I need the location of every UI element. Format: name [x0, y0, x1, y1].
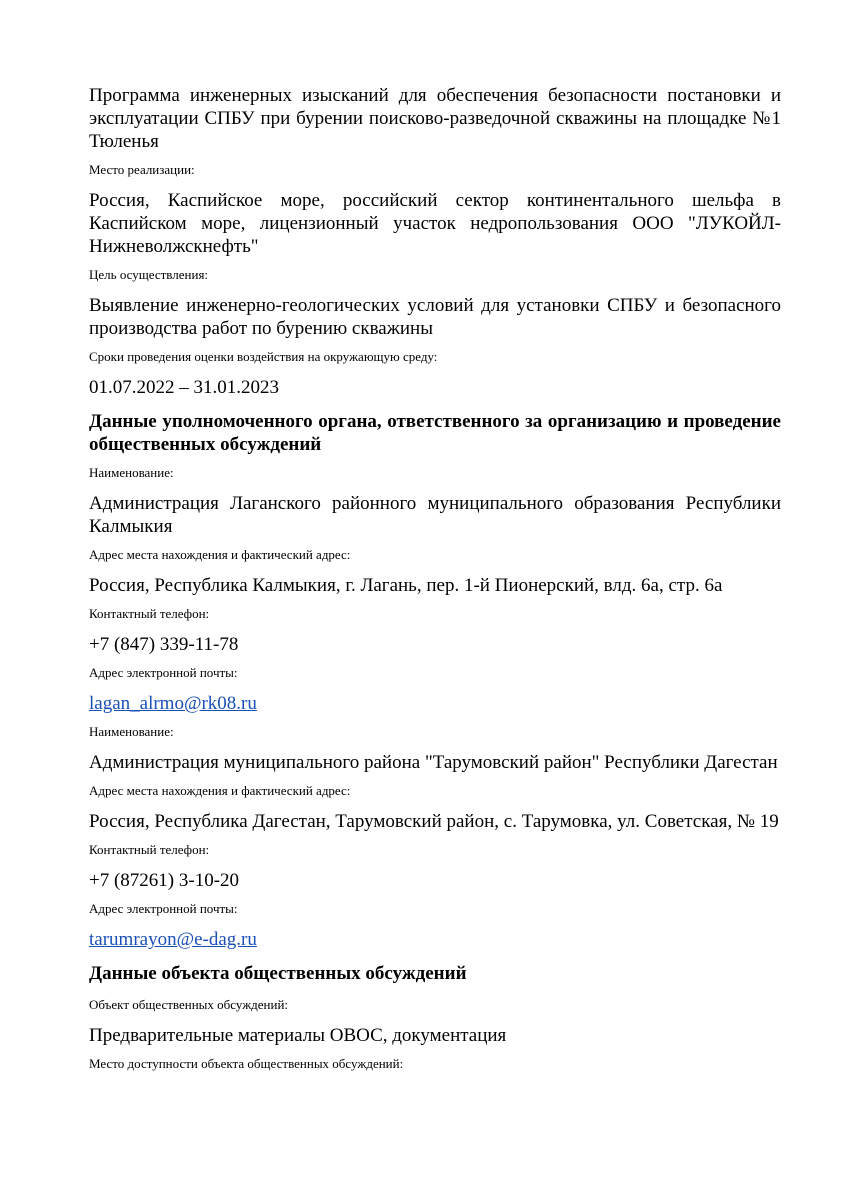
org1-name-label: Наименование:	[89, 465, 174, 480]
goal-label: Цель осуществления:	[89, 267, 209, 282]
discussion-availability-label: Место доступности объекта общественных обсуждений:	[89, 1056, 404, 1071]
org2-phone-value: +7 (87261) 3-10-20	[89, 870, 240, 891]
org1-phone-value: +7 (847) 339-11-78	[89, 634, 239, 655]
org1-address-value: Россия, Республика Калмыкия, г. Лагань, пер. 1-й Пионерский, влд. 6а, стр. 6а	[89, 575, 723, 596]
org2-email-link[interactable]: tarumrayon@e-dag.ru	[89, 929, 257, 950]
org1-name-value: Администрация Лаганского районного муниципального образования Республики Калмыкия	[89, 493, 781, 537]
org2-address-value: Россия, Республика Дагестан, Тарумовский район, с. Тарумовка, ул. Советская, № 19	[89, 811, 779, 832]
org1-email-link[interactable]: lagan_alrmo@rk08.ru	[89, 693, 257, 714]
period-value: 01.07.2022 – 31.01.2023	[89, 377, 279, 398]
discussion-heading: Данные объекта общественных обсуждений	[89, 963, 467, 984]
org2-phone-label: Контактный телефон:	[89, 842, 210, 857]
goal-value: Выявление инженерно-геологических условий для установки СПБУ и безопасного производства работ по бурению скважины	[89, 295, 781, 339]
org1-email-label: Адрес электронной почты:	[89, 665, 238, 680]
period-label: Сроки проведения оценки воздействия на окружающую среду:	[89, 349, 438, 364]
location-value: Россия, Каспийское море, российский сектор континентального шельфа в Каспийском море, лицензионный участок недропользования ООО "ЛУКОЙЛ-Нижневолжскнефть"	[89, 190, 781, 257]
project-title: Программа инженерных изысканий для обеспечения безопасности постановки и эксплуатации СПБУ при бурении поисково-разведочной скважины на площадке №1 Тюленья	[89, 85, 781, 152]
document-page	[89, 84, 781, 1072]
org2-address-label: Адрес места нахождения и фактический адрес:	[89, 783, 351, 798]
authority-heading: Данные уполномоченного органа, ответственного за организацию и проведение общественных обсуждений	[89, 411, 781, 455]
location-label: Место реализации:	[89, 162, 195, 177]
org1-address-label: Адрес места нахождения и фактический адрес:	[89, 547, 351, 562]
org2-name-label: Наименование:	[89, 724, 174, 739]
org2-email-label: Адрес электронной почты:	[89, 901, 238, 916]
discussion-object-value: Предварительные материалы ОВОС, документация	[89, 1025, 507, 1046]
org1-phone-label: Контактный телефон:	[89, 606, 210, 621]
org2-name-value: Администрация муниципального района "Тарумовский район" Республики Дагестан	[89, 752, 778, 773]
discussion-object-label: Объект общественных обсуждений:	[89, 997, 289, 1012]
